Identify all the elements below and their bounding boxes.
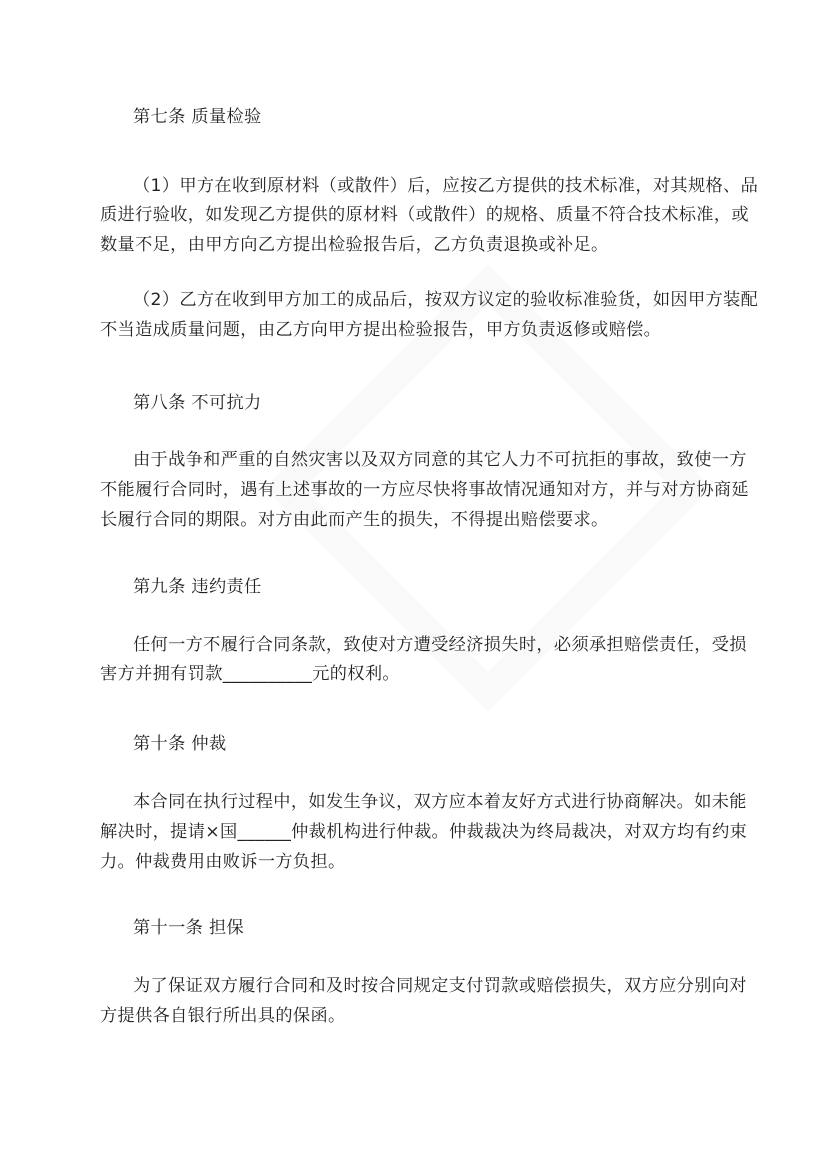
- section-heading: 第十条 仲裁: [133, 734, 227, 754]
- paragraph-line: 为了保证双方履行合同和及时按合同规定支付罚款或赔偿损失，双方应分别向对: [133, 976, 747, 996]
- paragraph-line: （2）乙方在收到甲方加工的成品后，按双方议定的验收标准验货，如因甲方装配: [133, 290, 759, 310]
- section-heading: 第九条 违约责任: [133, 577, 262, 597]
- paragraph-line: 由于战争和严重的自然灾害以及双方同意的其它人力不可抗拒的事故，致使一方: [133, 450, 747, 470]
- paragraph-line: 不能履行合同时，遇有上述事故的一方应尽快将事故情况通知对方，并与对方协商延: [100, 480, 749, 500]
- paragraph-line: 力。仲裁费用由败诉一方负担。: [100, 852, 346, 872]
- paragraph-line: 长履行合同的期限。对方由此而产生的损失，不得提出赔偿要求。: [100, 510, 609, 530]
- paragraph-line: 方提供各自银行所出具的保函。: [100, 1006, 346, 1026]
- paragraph-line: （1）甲方在收到原材料（或散件）后，应按乙方提供的技术标准，对其规格、品: [133, 176, 759, 196]
- paragraph-line: 不当造成质量问题，由乙方向甲方提出检验报告，甲方负责返修或赔偿。: [100, 320, 662, 340]
- paragraph-line: 任何一方不履行合同条款，致使对方遭受经济损失时，必须承担赔偿责任，受损: [133, 635, 747, 655]
- paragraph-line: 数量不足，由甲方向乙方提出检验报告后，乙方负责退换或补足。: [100, 235, 609, 255]
- paragraph-line: 解决时，提请×国______仲裁机构进行仲裁。仲裁裁决为终局裁决，对双方均有约束: [100, 822, 748, 842]
- paragraph-line: 本合同在执行过程中，如发生争议，双方应本着友好方式进行协商解决。如未能: [133, 792, 747, 812]
- section-heading: 第十一条 担保: [133, 918, 245, 938]
- section-heading: 第七条 质量检验: [133, 107, 262, 127]
- paragraph-line: 质进行验收，如发现乙方提供的原材料（或散件）的规格、质量不符合技术标准，或: [100, 205, 749, 225]
- section-heading: 第八条 不可抗力: [133, 393, 262, 413]
- paragraph-line: 害方并拥有罚款__________元的权利。: [100, 664, 400, 684]
